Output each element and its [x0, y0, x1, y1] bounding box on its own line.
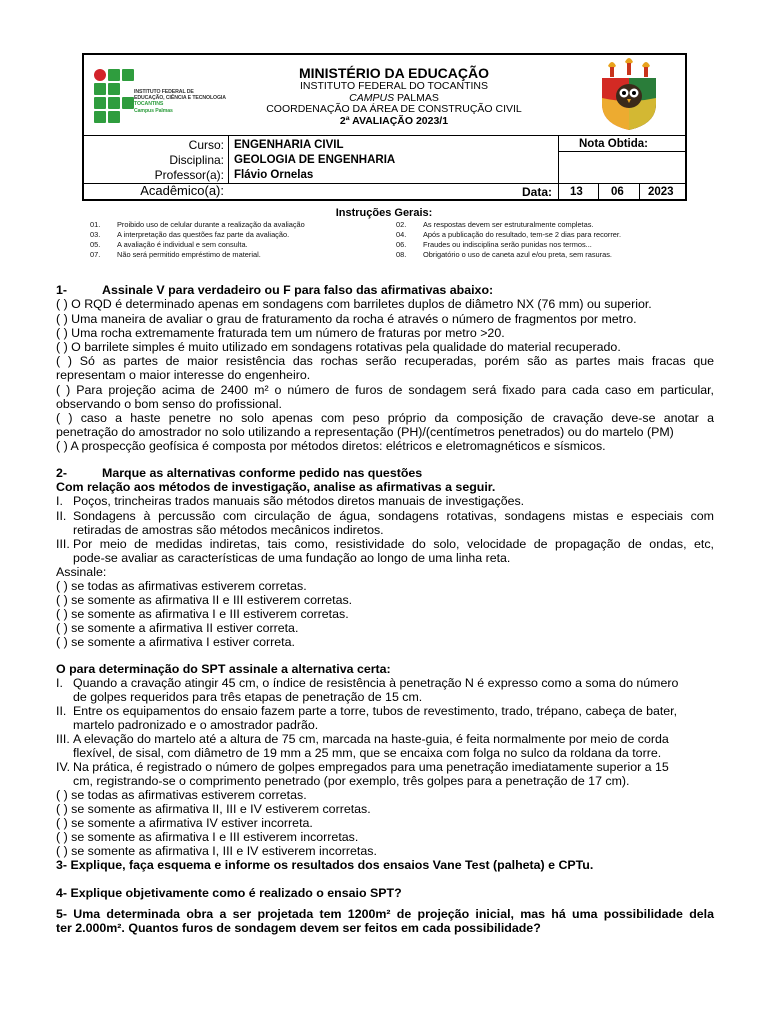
q2-option[interactable]: ( ) se todas as afirmativas estiverem corretas. [56, 579, 307, 593]
instruction-item: 06. Fraudes ou indisciplina serão punidas nos termos... [396, 240, 592, 249]
q3-text: 3- Explique, faça esquema e informe os resultados dos ensaios Vane Test (palheta) e CPTu. [56, 858, 594, 872]
professor-label: Professor(a): [154, 168, 224, 182]
spt-statement: III. A elevação do martelo até a altura de 75 cm, marcada na haste-guia, é feita normalmente por meio de corda [56, 732, 669, 746]
header-top [84, 55, 685, 136]
q1-item[interactable]: ( ) O barrilete simples é muito utilizado em sondagens rotativas pela qualidade do material recuperado. [56, 340, 621, 354]
campus-italic: CAMPUS [349, 91, 395, 104]
q5-text-cont: ter 2.000m². Quantos furos de sondagem devem ser feitos em cada possibilidade? [56, 921, 541, 935]
spt-statement: II. Entre os equipamentos do ensaio fazem parte a torre, tubos de revestimento, trado, trépano, cabeça de bater, [56, 704, 678, 718]
spt-statement-cont: flexível, de sisal, com diâmetro de 19 mm a 25 mm, que se encaixa com folga no sulco da roldana da torre. [73, 746, 662, 760]
spt-option[interactable]: ( ) se somente as afirmativa II, III e IV estiverem corretas. [56, 802, 371, 816]
q1-item[interactable]: ( ) A prospecção geofísica é composta por métodos diretos: elétricos e eletromagnéticos e sísmicos. [56, 439, 606, 453]
q1-item[interactable]: ( ) Uma rocha extremamente fraturada tem um número de fraturas por metro >20. [56, 326, 505, 340]
q2-statement: II. Sondagens à percussão com circulação de água, sondagens rotativas, sondagens mistas e especiais com [56, 509, 714, 523]
q2-heading [56, 466, 714, 481]
curso-value: ENGENHARIA CIVIL [234, 139, 344, 151]
q2-option[interactable]: ( ) se somente a afirmativa II estiver correta. [56, 621, 299, 635]
date-year: 2023 [648, 186, 674, 198]
spt-option[interactable]: ( ) se somente a afirmativa IV estiver incorreta. [56, 816, 313, 830]
instruction-item: 05. A avaliação é individual e sem consulta. [90, 240, 248, 249]
q2-title: Marque as alternativas conforme pedido nas questões [102, 466, 423, 480]
institution-crest-icon [594, 58, 664, 132]
instruction-item: 07. Não será permitido empréstimo de material. [90, 250, 261, 259]
spt-title: O para determinação do SPT assinale a alternativa certa: [56, 662, 391, 676]
instruction-item: 03. A interpretação das questões faz parte da avaliação. [90, 230, 290, 239]
q5-text: 5- Uma determinada obra a ser projetada tem 1200m² de projeção inicial, mas há uma possibilidade dela [56, 907, 714, 921]
instruction-item: 08. Obrigatório o uso de caneta azul e/ou preta, sem rasuras. [396, 250, 612, 259]
instruction-item: 04. Após a publicação do resultado, tem-se 2 dias para recorrer. [396, 230, 622, 239]
exam-header [82, 53, 687, 201]
campus-palmas: PALMAS [394, 91, 439, 104]
spt-statement: I. Quando a cravação atingir 45 cm, o índice de resistência à penetração N é expresso como a soma do número [56, 676, 679, 690]
header-info-rows [84, 135, 685, 199]
date-day: 13 [570, 186, 583, 198]
q1-item[interactable]: ( ) O RQD é determinado apenas em sondagens com barriletes duplos de diâmetro NX (76 mm) ou superior. [56, 297, 652, 311]
nota-label: Nota Obtida: [579, 138, 648, 150]
q2-statement: III. Por meio de medidas indiretas, tais como, resistividade do solo, velocidade de propagação de ondas, etc, [56, 537, 714, 551]
q2-assinale: Assinale: [56, 565, 107, 579]
spt-statement: IV. Na prática, é registrado o número de golpes empregados para uma penetração imediatamente superior a 15 [56, 760, 669, 774]
q2-option[interactable]: ( ) se somente as afirmativa II e III estiverem corretas. [56, 593, 353, 607]
spt-statement-cont: de golpes requeridos para três etapas de penetração de 15 cm. [73, 690, 423, 704]
if-logo-line-2: EDUCAÇÃO, CIÊNCIA E TECNOLOGIA [134, 95, 226, 102]
spt-statement-cont: martelo padronizado e o amostrador padrão. [73, 718, 319, 732]
spt-option[interactable]: ( ) se somente as afirmativa I e III estiverem incorretas. [56, 830, 359, 844]
ministry-title: MINISTÉRIO DA EDUCAÇÃO [298, 65, 490, 81]
q1-item-cont: penetração do amostrador no solo utilizando a representação (PH)/(centímetros penetrados) ou do martelo (PM) [56, 425, 674, 439]
q2-number: 2- [56, 466, 68, 480]
instructions-left [90, 220, 380, 260]
date-month: 06 [611, 186, 624, 198]
q1-title: Assinale V para verdadeiro ou F para falso das afirmativas abaixo: [102, 283, 494, 297]
q2-statement-cont: retiradas de amostras são métodos mecânicos indiretos. [73, 523, 384, 537]
q1-number: 1- [56, 283, 68, 297]
if-logo-line-4: Campus Palmas [134, 107, 173, 114]
q1-item-cont: representam o maior interesse do engenheiro. [56, 368, 311, 382]
date-label: Data: [522, 185, 553, 199]
instruction-item: 02. As respostas devem ser estruturalmente completas. [396, 220, 594, 229]
q2-subtitle: Com relação aos métodos de investigação, analise as afirmativas a seguir. [56, 480, 496, 494]
instructions-right [396, 220, 696, 260]
evaluation-title: 2ª AVALIAÇÃO 2023/1 [339, 114, 449, 127]
coordination-name: COORDENAÇÃO DA ÁREA DE CONSTRUÇÃO CIVIL [266, 103, 522, 115]
if-logo-line-1: INSTITUTO FEDERAL DE [134, 89, 194, 95]
q2-option[interactable]: ( ) se somente a afirmativa I estiver correta. [56, 635, 295, 649]
q1-item[interactable]: ( ) caso a haste penetre no solo apenas com peso próprio da composição de cravação deve-se anotar a [56, 411, 714, 425]
q4-text: 4- Explique objetivamente como é realizado o ensaio SPT? [56, 886, 402, 900]
spt-option[interactable]: ( ) se todas as afirmativas estiverem corretas. [56, 788, 307, 802]
instructions-title: Instruções Gerais: [335, 207, 433, 219]
spt-option[interactable]: ( ) se somente as afirmativa I, III e IV estiverem incorretas. [56, 844, 377, 858]
if-logo-text [134, 89, 232, 114]
academico-label: Acadêmico(a): [140, 183, 224, 198]
q2-option[interactable]: ( ) se somente as afirmativa I e III estiverem corretas. [56, 607, 349, 621]
q1-item[interactable]: ( ) Uma maneira de avaliar o grau de fraturamento da rocha é através o número de fragmentos por metro. [56, 312, 637, 326]
q2-statement: I. Poços, trincheiras trados manuais são métodos diretos manuais de investigações. [56, 494, 525, 508]
if-tocantins-logo [92, 67, 232, 127]
q1-item[interactable]: ( ) Só as partes de maior resistência das rochas serão recuperadas, porém são as partes mais fracas que [56, 354, 714, 368]
spt-statement-cont: cm, registrando-se o comprimento penetrado (por exemplo, três golpes para a penetração de 17 cm). [73, 774, 630, 788]
professor-value: Flávio Ornelas [234, 169, 314, 181]
q1-heading [56, 283, 714, 298]
q1-item[interactable]: ( ) Para projeção acima de 2400 m² o número de furos de sondagem será fixado para cada caso em particular, [56, 383, 714, 397]
disciplina-value: GEOLOGIA DE ENGENHARIA [234, 154, 396, 166]
if-logo-line-3: TOCANTINS [134, 101, 164, 108]
q2-statement-cont: pode-se avaliar as características de uma fundação ao longo de uma linha reta. [73, 551, 511, 565]
disciplina-label: Disciplina: [169, 153, 224, 167]
academico-field[interactable] [234, 184, 552, 198]
curso-label: Curso: [188, 138, 224, 152]
q1-item-cont: observando o bom senso do profissional. [56, 397, 282, 411]
instruction-item: 01. Proibido uso de celular durante a realização da avaliação [90, 220, 305, 229]
nota-field[interactable] [562, 153, 682, 181]
institute-name: INSTITUTO FEDERAL DO TOCANTINS [299, 80, 489, 92]
header-titles [234, 65, 554, 127]
if-logo-grid-icon [92, 67, 132, 127]
